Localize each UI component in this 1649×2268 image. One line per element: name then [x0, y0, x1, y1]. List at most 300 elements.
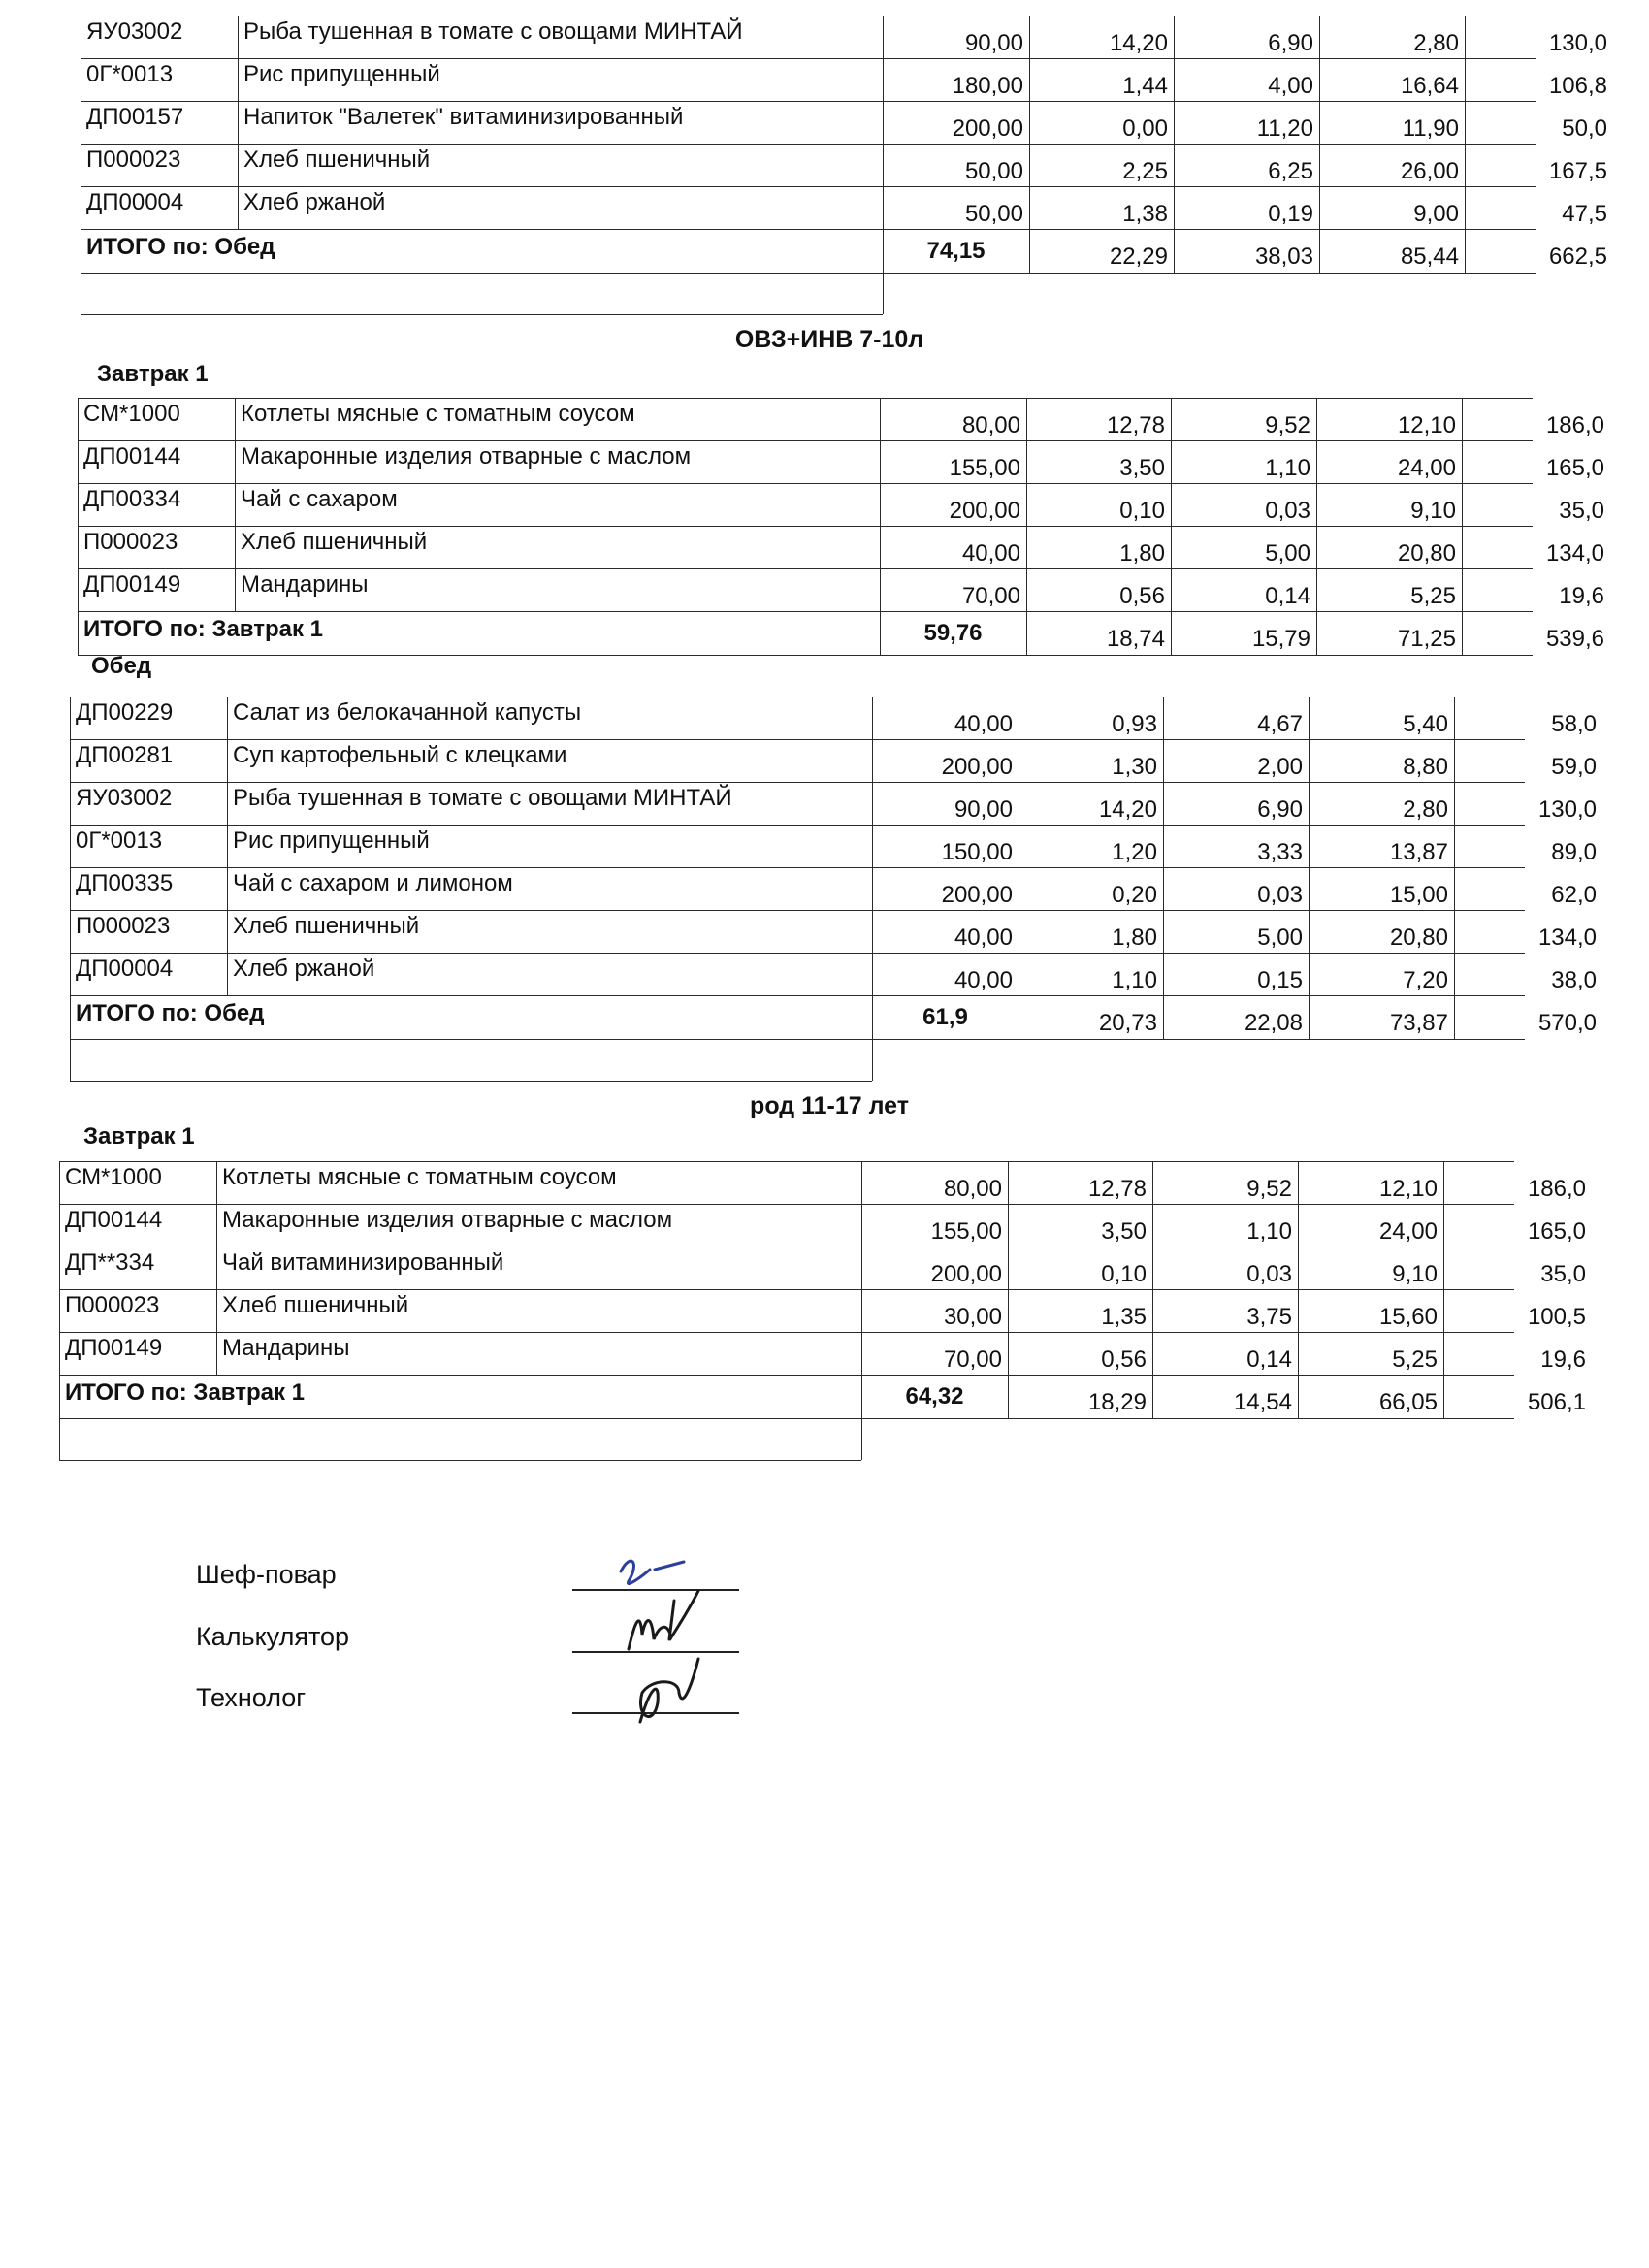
cell-code: ДП00004 — [86, 189, 184, 215]
grid-line — [1319, 230, 1320, 273]
cell-dish-name: Хлеб пшеничный — [233, 913, 420, 939]
cell-weight: 200,00 — [952, 115, 1023, 142]
grid-line — [1018, 996, 1019, 1039]
table-row — [59, 1161, 1586, 1205]
meal-title: Завтрак 1 — [97, 361, 209, 387]
grid-line — [1026, 399, 1027, 441]
grid-line — [1443, 1205, 1444, 1247]
cell-code: ДП00149 — [83, 571, 181, 598]
cell-weight: 150,00 — [941, 839, 1013, 865]
grid-line — [1163, 697, 1164, 740]
section-title: род 11-17 лет — [750, 1092, 909, 1119]
total-energy: 506,1 — [1527, 1389, 1586, 1415]
cell-carbs: 15,00 — [1389, 882, 1448, 908]
cell-protein: 1,80 — [1112, 924, 1157, 951]
grid-line — [1008, 1162, 1009, 1205]
grid-line — [880, 484, 881, 527]
cell-carbs: 2,80 — [1403, 796, 1448, 823]
cell-carbs: 20,80 — [1397, 540, 1456, 567]
grid-line — [1316, 527, 1317, 569]
grid-line — [1026, 484, 1027, 527]
cell-code: СМ*1000 — [65, 1164, 162, 1190]
cell-energy: 165,0 — [1527, 1218, 1586, 1245]
table-row — [70, 739, 1597, 783]
cell-protein: 3,50 — [1119, 455, 1165, 481]
grid-line — [1454, 954, 1455, 996]
cell-code: СМ*1000 — [83, 401, 180, 427]
cell-fat: 5,00 — [1265, 540, 1310, 567]
cell-fat: 1,10 — [1246, 1218, 1292, 1245]
cell-weight: 200,00 — [949, 498, 1020, 524]
signature-role: Технолог — [196, 1683, 307, 1712]
grid-line — [1443, 1290, 1444, 1333]
cell-fat: 6,90 — [1268, 30, 1313, 56]
cell-protein: 1,20 — [1112, 839, 1157, 865]
handwritten-signatures — [582, 1533, 795, 1727]
grid-line — [235, 399, 236, 441]
table-row — [59, 1247, 1586, 1290]
cell-fat: 0,14 — [1246, 1346, 1292, 1373]
cell-dish-name: Рис припущенный — [243, 61, 440, 87]
section-title: ОВЗ+ИНВ 7-10л — [734, 326, 924, 353]
cell-code: ЯУ03002 — [86, 18, 183, 45]
grid-line — [59, 1417, 60, 1460]
cell-energy: 38,0 — [1551, 967, 1597, 993]
total-protein: 18,29 — [1087, 1389, 1147, 1415]
cell-code: ДП00229 — [76, 699, 174, 726]
grid-line — [238, 59, 239, 102]
cell-dish-name: Макаронные изделия отварные с маслом — [241, 443, 692, 470]
cell-carbs: 12,10 — [1397, 412, 1456, 438]
grid-line — [1316, 441, 1317, 484]
grid-line — [883, 145, 884, 187]
cell-energy: 50,0 — [1562, 115, 1607, 142]
cell-protein: 0,56 — [1119, 583, 1165, 609]
cell-protein: 14,20 — [1109, 30, 1168, 56]
grid-line — [1171, 484, 1172, 527]
grid-line — [1029, 102, 1030, 145]
cell-carbs: 9,10 — [1392, 1261, 1438, 1287]
grid-line — [235, 484, 236, 527]
cell-fat: 3,75 — [1246, 1304, 1292, 1330]
cell-code: ДП00149 — [65, 1335, 163, 1361]
grid-line — [1163, 826, 1164, 868]
cell-weight: 40,00 — [954, 924, 1013, 951]
grid-line — [227, 783, 228, 826]
grid-line — [872, 826, 873, 868]
grid-line — [883, 59, 884, 102]
signature-role: Калькулятор — [196, 1622, 350, 1651]
grid-line — [238, 16, 239, 59]
cell-weight: 200,00 — [930, 1261, 1002, 1287]
grid-line — [861, 1162, 862, 1205]
cell-energy: 186,0 — [1545, 412, 1604, 438]
table-row — [78, 526, 1604, 569]
table-row — [78, 483, 1604, 527]
cell-weight: 200,00 — [941, 882, 1013, 908]
grid-line — [1029, 16, 1030, 59]
grid-line — [1152, 1376, 1153, 1418]
grid-line — [1319, 16, 1320, 59]
total-carbs: 71,25 — [1397, 626, 1456, 652]
grid-line — [1454, 826, 1455, 868]
total-carbs: 66,05 — [1378, 1389, 1438, 1415]
grid-line — [1171, 569, 1172, 612]
cell-protein: 0,20 — [1112, 882, 1157, 908]
cell-code: П000023 — [65, 1292, 160, 1318]
grid-line — [883, 16, 884, 59]
cell-dish-name: Хлеб пшеничный — [243, 146, 431, 173]
cell-dish-name: Хлеб ржаной — [243, 189, 386, 215]
grid-line — [1018, 868, 1019, 911]
empty-row — [70, 1038, 872, 1082]
total-row — [59, 1375, 1586, 1419]
cell-dish-name: Хлеб пшеничный — [241, 529, 428, 555]
grid-line — [1298, 1290, 1299, 1333]
grid-line — [861, 1417, 862, 1460]
total-fat: 22,08 — [1244, 1010, 1303, 1036]
grid-line — [1163, 783, 1164, 826]
cell-carbs: 5,25 — [1410, 583, 1456, 609]
cell-fat: 6,90 — [1257, 796, 1303, 823]
cell-carbs: 5,25 — [1392, 1346, 1438, 1373]
grid-line — [872, 911, 873, 954]
grid-line — [1462, 527, 1463, 569]
grid-line — [70, 1038, 71, 1081]
cell-code: П000023 — [86, 146, 181, 173]
grid-line — [1163, 954, 1164, 996]
grid-line — [227, 954, 228, 996]
total-fat: 14,54 — [1233, 1389, 1292, 1415]
grid-line — [883, 102, 884, 145]
grid-line — [1163, 868, 1164, 911]
grid-line — [1029, 230, 1030, 273]
grid-line — [1443, 1162, 1444, 1205]
grid-line — [1174, 187, 1175, 230]
cell-protein: 1,44 — [1122, 73, 1168, 99]
grid-line — [1171, 399, 1172, 441]
grid-line — [59, 1205, 60, 1247]
cell-code: П000023 — [83, 529, 178, 555]
cell-dish-name: Рис припущенный — [233, 827, 430, 854]
grid-line — [1454, 697, 1455, 740]
table-row — [81, 101, 1607, 145]
grid-line — [1152, 1333, 1153, 1376]
meal-table — [81, 16, 1613, 314]
grid-line — [70, 740, 71, 783]
table-row — [81, 16, 1607, 59]
cell-protein: 12,78 — [1087, 1176, 1147, 1202]
grid-line — [861, 1247, 862, 1290]
grid-line — [216, 1290, 217, 1333]
grid-line — [1298, 1162, 1299, 1205]
grid-line — [1316, 484, 1317, 527]
cell-protein: 1,10 — [1112, 967, 1157, 993]
cell-weight: 155,00 — [930, 1218, 1002, 1245]
grid-line — [1454, 868, 1455, 911]
cell-protein: 0,10 — [1101, 1261, 1147, 1287]
total-fat: 15,79 — [1251, 626, 1310, 652]
grid-line — [70, 783, 71, 826]
grid-line — [78, 399, 79, 441]
grid-line — [1316, 399, 1317, 441]
cell-weight: 30,00 — [943, 1304, 1002, 1330]
grid-line — [78, 527, 79, 569]
grid-line — [227, 868, 228, 911]
grid-line — [235, 527, 236, 569]
cell-fat: 2,00 — [1257, 754, 1303, 780]
grid-line — [883, 272, 884, 314]
grid-line — [1029, 59, 1030, 102]
grid-line — [59, 1290, 60, 1333]
cell-protein: 12,78 — [1106, 412, 1165, 438]
grid-line — [1465, 102, 1466, 145]
cell-dish-name: Котлеты мясные с томатным соусом — [241, 401, 635, 427]
grid-line — [1465, 187, 1466, 230]
grid-line — [1026, 441, 1027, 484]
grid-line — [1018, 740, 1019, 783]
grid-line — [861, 1376, 862, 1418]
cell-code: ДП00004 — [76, 956, 174, 982]
cell-fat: 1,10 — [1265, 455, 1310, 481]
grid-line — [1152, 1162, 1153, 1205]
grid-line — [1298, 1376, 1299, 1418]
grid-line — [1018, 911, 1019, 954]
cell-code: 0Г*0013 — [86, 61, 174, 87]
cell-energy: 89,0 — [1551, 839, 1597, 865]
grid-line — [1029, 187, 1030, 230]
grid-line — [883, 230, 884, 273]
cell-fat: 0,03 — [1246, 1261, 1292, 1287]
cell-carbs: 20,80 — [1389, 924, 1448, 951]
grid-line — [872, 1038, 873, 1081]
table-row — [81, 144, 1607, 187]
grid-line — [1443, 1333, 1444, 1376]
grid-line — [883, 187, 884, 230]
cell-dish-name: Чай с сахаром — [241, 486, 398, 512]
grid-line — [1152, 1247, 1153, 1290]
cell-dish-name: Напиток "Валетек" витаминизированный — [243, 104, 684, 130]
cell-protein: 0,56 — [1101, 1346, 1147, 1373]
grid-line — [872, 783, 873, 826]
grid-line — [1454, 996, 1455, 1039]
cell-energy: 47,5 — [1562, 201, 1607, 227]
cell-energy: 19,6 — [1559, 583, 1604, 609]
cell-fat: 0,14 — [1265, 583, 1310, 609]
cell-code: 0Г*0013 — [76, 827, 163, 854]
cell-energy: 167,5 — [1548, 158, 1607, 184]
table-row — [81, 58, 1607, 102]
cell-fat: 6,25 — [1268, 158, 1313, 184]
total-cost: 61,9 — [922, 1004, 968, 1030]
cell-protein: 14,20 — [1098, 796, 1157, 823]
cell-energy: 59,0 — [1551, 754, 1597, 780]
grid-line — [70, 911, 71, 954]
grid-line — [1298, 1205, 1299, 1247]
grid-line — [1152, 1290, 1153, 1333]
empty-row — [59, 1417, 861, 1461]
grid-line — [1465, 16, 1466, 59]
grid-line — [227, 911, 228, 954]
cell-carbs: 5,40 — [1403, 711, 1448, 737]
signature-role: Шеф-повар — [196, 1560, 337, 1589]
cell-protein: 1,30 — [1112, 754, 1157, 780]
cell-energy: 58,0 — [1551, 711, 1597, 737]
total-carbs: 85,44 — [1400, 243, 1459, 270]
cell-carbs: 9,00 — [1413, 201, 1459, 227]
table-row — [81, 186, 1607, 230]
grid-line — [70, 697, 71, 740]
cell-fat: 0,03 — [1257, 882, 1303, 908]
grid-line — [216, 1205, 217, 1247]
cell-carbs: 15,60 — [1378, 1304, 1438, 1330]
grid-line — [1008, 1333, 1009, 1376]
cell-fat: 5,00 — [1257, 924, 1303, 951]
grid-line — [1462, 484, 1463, 527]
grid-line — [238, 187, 239, 230]
cell-fat: 9,52 — [1246, 1176, 1292, 1202]
cell-weight: 40,00 — [954, 967, 1013, 993]
meal-title: Обед — [91, 653, 152, 679]
total-row — [70, 995, 1597, 1040]
grid-line — [1309, 911, 1310, 954]
total-protein: 20,73 — [1098, 1010, 1157, 1036]
grid-line — [227, 697, 228, 740]
cell-code: ДП**334 — [65, 1249, 155, 1276]
total-energy: 662,5 — [1548, 243, 1607, 270]
grid-line — [1454, 911, 1455, 954]
grid-line — [59, 1376, 60, 1418]
grid-line — [880, 441, 881, 484]
cell-protein: 0,10 — [1119, 498, 1165, 524]
cell-dish-name: Хлеб пшеничный — [222, 1292, 409, 1318]
cell-energy: 130,0 — [1548, 30, 1607, 56]
cell-weight: 80,00 — [943, 1176, 1002, 1202]
grid-line — [59, 1247, 60, 1290]
cell-weight: 50,00 — [964, 158, 1023, 184]
grid-line — [1443, 1247, 1444, 1290]
cell-fat: 0,15 — [1257, 967, 1303, 993]
total-cost: 59,76 — [923, 620, 983, 646]
cell-weight: 70,00 — [943, 1346, 1002, 1373]
cell-fat: 3,33 — [1257, 839, 1303, 865]
cell-energy: 100,5 — [1527, 1304, 1586, 1330]
grid-line — [1309, 740, 1310, 783]
grid-line — [1171, 612, 1172, 655]
grid-line — [1309, 826, 1310, 868]
cell-carbs: 12,10 — [1378, 1176, 1438, 1202]
cell-energy: 35,0 — [1540, 1261, 1586, 1287]
cell-fat: 0,03 — [1265, 498, 1310, 524]
grid-line — [880, 527, 881, 569]
cell-code: ДП00281 — [76, 742, 174, 768]
grid-line — [1174, 102, 1175, 145]
cell-weight: 90,00 — [964, 30, 1023, 56]
grid-line — [1174, 230, 1175, 273]
total-energy: 539,6 — [1545, 626, 1604, 652]
table-row — [70, 825, 1597, 868]
table-row — [70, 782, 1597, 826]
cell-dish-name: Чай с сахаром и лимоном — [233, 870, 513, 896]
total-label: ИТОГО по: Обед — [76, 1000, 265, 1026]
cell-carbs: 7,20 — [1403, 967, 1448, 993]
cell-fat: 4,00 — [1268, 73, 1313, 99]
cell-dish-name: Суп картофельный с клецками — [233, 742, 567, 768]
cell-carbs: 13,87 — [1389, 839, 1448, 865]
grid-line — [1163, 996, 1164, 1039]
grid-line — [78, 612, 79, 655]
meal-table — [78, 398, 1610, 697]
empty-row — [81, 272, 883, 315]
total-label: ИТОГО по: Обед — [86, 234, 275, 260]
cell-carbs: 11,90 — [1402, 115, 1459, 142]
grid-line — [1163, 740, 1164, 783]
cell-protein: 3,50 — [1101, 1218, 1147, 1245]
cell-energy: 186,0 — [1527, 1176, 1586, 1202]
cell-fat: 4,67 — [1257, 711, 1303, 737]
grid-line — [1008, 1205, 1009, 1247]
cell-weight: 70,00 — [961, 583, 1020, 609]
table-row — [78, 398, 1604, 441]
grid-line — [880, 569, 881, 612]
meal-title: Завтрак 1 — [83, 1123, 195, 1150]
grid-line — [1462, 399, 1463, 441]
total-fat: 38,03 — [1254, 243, 1313, 270]
grid-line — [1454, 783, 1455, 826]
cell-carbs: 2,80 — [1413, 30, 1459, 56]
grid-line — [880, 612, 881, 655]
cell-protein: 1,80 — [1119, 540, 1165, 567]
grid-line — [872, 697, 873, 740]
cell-dish-name: Мандарины — [241, 571, 369, 598]
table-row — [78, 440, 1604, 484]
grid-line — [216, 1333, 217, 1376]
grid-line — [235, 569, 236, 612]
grid-line — [1465, 59, 1466, 102]
cell-code: ДП00334 — [83, 486, 181, 512]
grid-line — [216, 1247, 217, 1290]
total-energy: 570,0 — [1537, 1010, 1597, 1036]
table-row — [59, 1289, 1586, 1333]
cell-code: П000023 — [76, 913, 171, 939]
cell-code: ЯУ03002 — [76, 785, 173, 811]
grid-line — [78, 441, 79, 484]
total-protein: 18,74 — [1106, 626, 1165, 652]
grid-line — [1309, 996, 1310, 1039]
cell-weight: 50,00 — [964, 201, 1023, 227]
table-row — [70, 953, 1597, 996]
grid-line — [1319, 59, 1320, 102]
cell-energy: 134,0 — [1537, 924, 1597, 951]
grid-line — [1026, 612, 1027, 655]
grid-line — [1462, 569, 1463, 612]
grid-line — [1029, 145, 1030, 187]
table-row — [59, 1204, 1586, 1247]
grid-line — [1018, 783, 1019, 826]
grid-line — [1309, 954, 1310, 996]
cell-fat: 11,20 — [1256, 115, 1313, 142]
grid-line — [1152, 1205, 1153, 1247]
grid-line — [1008, 1290, 1009, 1333]
grid-line — [1465, 145, 1466, 187]
cell-protein: 0,00 — [1122, 115, 1168, 142]
grid-line — [1008, 1376, 1009, 1418]
grid-line — [70, 868, 71, 911]
grid-line — [1026, 527, 1027, 569]
cell-carbs: 24,00 — [1397, 455, 1456, 481]
cell-weight: 80,00 — [961, 412, 1020, 438]
grid-line — [59, 1333, 60, 1376]
